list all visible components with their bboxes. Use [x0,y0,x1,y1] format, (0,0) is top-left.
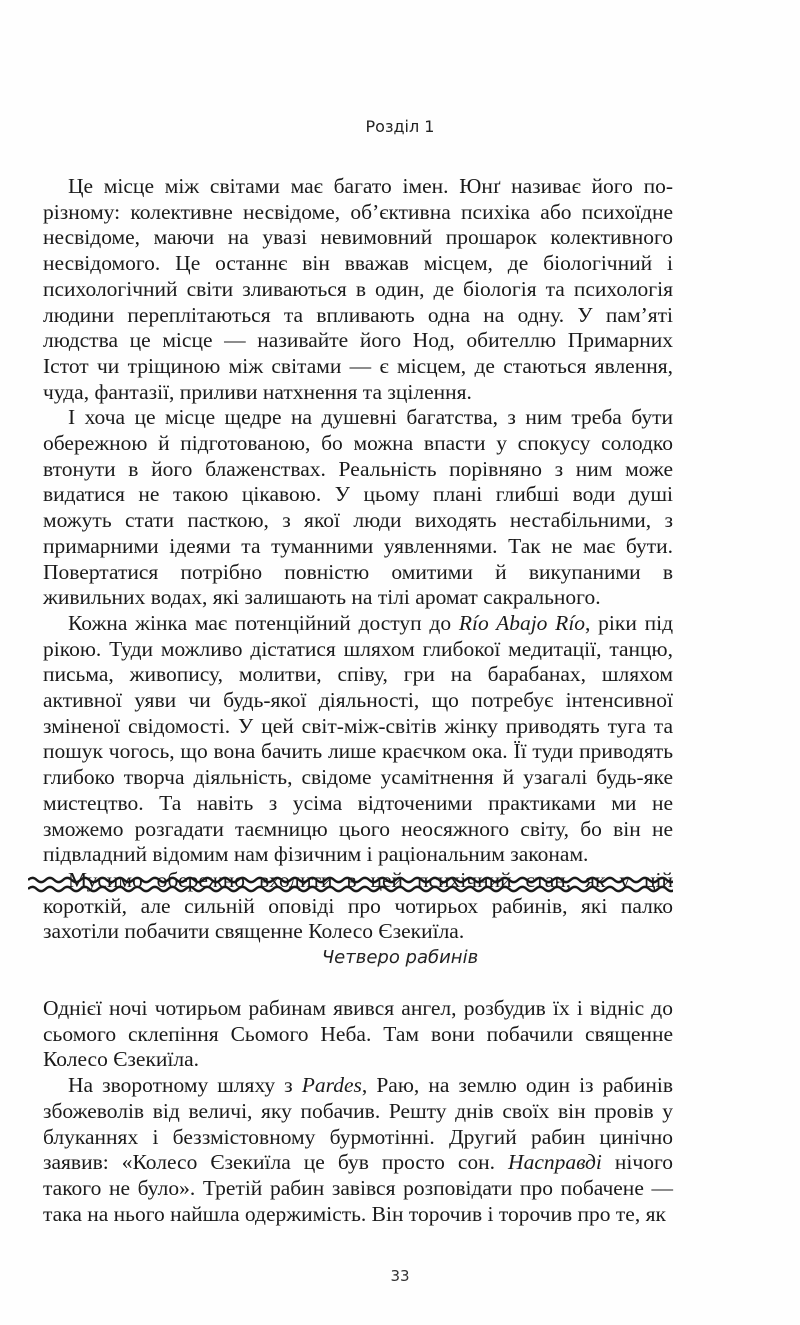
paragraph [43,611,673,868]
section-2-text [43,996,673,1227]
page-number: 33 [390,1267,410,1285]
section-title: Четверо рабинів [321,947,479,968]
text-run: Однієї ночі чотирьом рабинам явився ангел, розбудив їх і відніс до сьомого склепіння Сьомого Неба. Там вони побачили священне Колесо Єзекиїла. [43,996,673,1072]
text-run: нічого такого не було». Третій рабин завівся розповідати про побачене — така на нього найшла одержимість. Він торочив і торочив про те, як [43,1150,673,1226]
paragraph [43,996,673,1073]
text-run: , Раю, на землю один із рабинів збожеволів від величі, яку побачив. Решту днів своїх він провів у блуканнях і беззмістовному бурмотінні. Другий рабин цинічно заявив: «Колесо Єзекиїла це був просто сон. [43,1073,673,1175]
text-run: На зворотному шляху з [68,1073,302,1098]
text-run: , ріки під рікою. Туди можливо дістатися шляхом глибокої медитації, танцю, письма, живопису, молитви, співу, гри на барабанах, шляхом активної уяви чи будь-якої діяльності, що потребує інтенсивної зміненої свідомості. У цей світ-між-світів жінку приводять туга та пошук чогось, що вона бачить лише краєчком ока. Її туди приводять глибоко творча діяльність, свідоме усамітнення й узагалі будь-яке мистецтво. Та навіть з усіма відточеними практиками ми не зможемо розгадати таємницю цього неосяжного світу, бо він не підвладний відомим нам фізичним і раціональним законам. [43,610,674,867]
paragraph [43,405,673,611]
wave-divider [28,870,673,900]
section-1-text [43,174,673,945]
text-run: Це місце між світами має багато імен. Юнґ називає його по-різному: колективне несвідоме, об’єктивна психіка або психоїдне несвідоме, маючи на увазі невимовний прошарок колективного несвідомого. Це останнє він вважав місцем, де біологічний і психологічний світи зливаються в один, де біологія та психологія людини переплітаються та впливають одна на одну. У пам’яті людства це місце — називайте його Нод, обителлю Примарних Істот чи тріщиною між світами — є місцем, де стаються явлення, чуда, фантазії, приливи натхнення та зцілення. [43,174,673,404]
text-run: Мусимо обережно входити в цей психічний стан, як у цій короткій, але сильній оповіді про чотирьох рабинів, які палко захотіли побачити священне Колесо Єзекиїла. [43,867,673,944]
text-run: І хоча це місце щедре на душевні багатства, з ним треба бути обережною й підготованою, бо можна впасти у спокусу солодко втонути в його блаженствах. Реальність порівняно з ним може видатися не такою цікавою. У цьому плані глибші води душі можуть стати пасткою, з якої люди виходять нестабільними, з примарними ідеями та туманними уявленнями. Так не має бути. Повертатися потрібно повністю омитими й викупаними в живильних водах, які залишають на тілі аромат сакрального. [43,405,673,610]
italic-phrase: Río Abajo Río [458,610,586,635]
italic-phrase: Pardes [301,1073,362,1098]
italic-phrase: Насправді [508,1150,602,1175]
running-header: Розділ 1 [365,117,435,136]
text-run: Кожна жінка має потенційний доступ до [68,610,459,635]
paragraph [43,1073,673,1227]
paragraph [43,174,673,405]
